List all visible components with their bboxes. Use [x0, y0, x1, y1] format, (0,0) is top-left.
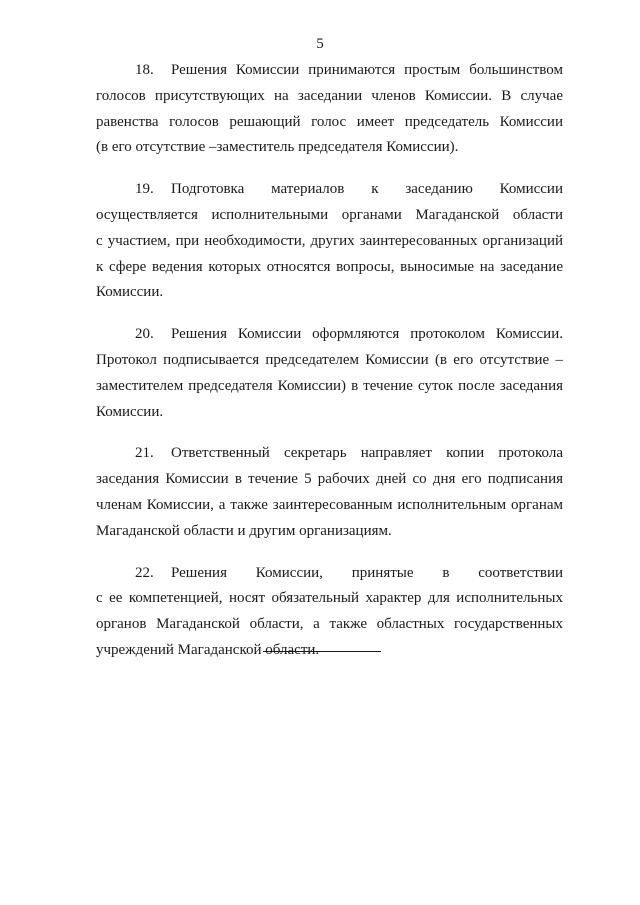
paragraph-number: 21. — [135, 445, 154, 462]
end-separator-line — [263, 651, 381, 652]
paragraph-19 — [96, 177, 563, 306]
paragraph-line: с участием, при необходимости, других заинтересованных организаций — [96, 232, 563, 249]
paragraph-line: органов Магаданской области, а также областных государственных — [96, 616, 563, 633]
paragraph-number: 22. — [135, 564, 154, 581]
paragraph-line: заседания Комиссии в течение 5 рабочих дней со дня его подписания — [96, 471, 563, 488]
paragraph-text: Решения Комиссии принимаются простым большинством — [171, 62, 563, 78]
paragraph-line: осуществляется исполнительными органами Магаданской области — [96, 206, 563, 223]
paragraph-line — [96, 561, 563, 587]
paragraph-line: равенства голосов решающий голос имеет председатель Комиссии — [96, 113, 563, 130]
paragraph-line — [96, 322, 563, 348]
paragraph-line — [96, 177, 563, 203]
paragraph-text: Решения Комиссии, принятые в соответствии — [171, 564, 563, 581]
document-body — [96, 58, 563, 680]
paragraph-line: учреждений Магаданской области. — [96, 641, 320, 658]
paragraph-line: заместителем председателя Комиссии) в течение суток после заседания — [96, 377, 563, 394]
paragraph-text: Ответственный секретарь направляет копии протокола — [171, 445, 563, 462]
paragraph-number: 19. — [135, 181, 154, 198]
paragraph-text: Решения Комиссии оформляются протоколом Комиссии. — [171, 326, 563, 343]
paragraph-number: 18. — [135, 62, 154, 78]
paragraph-20 — [96, 322, 563, 425]
paragraph-line: Комиссии. — [96, 284, 164, 301]
paragraph-line: (в его отсутствие –заместитель председателя Комиссии). — [96, 139, 459, 156]
page-number: 5 — [316, 36, 324, 52]
paragraph-22 — [96, 561, 563, 664]
paragraph-line: к сфере ведения которых относятся вопросы, выносимые на заседание — [96, 258, 563, 275]
paragraph-number: 20. — [135, 326, 154, 343]
paragraph-line — [96, 441, 563, 467]
paragraph-line: с ее компетенцией, носят обязательный характер для исполнительных — [96, 590, 563, 607]
paragraph-line: членам Комиссии, а также заинтересованным исполнительным органам — [96, 496, 563, 513]
paragraph-line — [96, 58, 563, 84]
paragraph-line: Комиссии. — [96, 403, 164, 420]
paragraph-text: Подготовка материалов к заседанию Комиссии — [171, 181, 563, 198]
paragraph-18 — [96, 58, 563, 161]
paragraph-line: Протокол подписывается председателем Комиссии (в его отсутствие – — [96, 351, 563, 368]
paragraph-21 — [96, 441, 563, 544]
paragraph-line: голосов присутствующих на заседании членов Комиссии. В случае — [96, 87, 563, 104]
paragraph-line: Магаданской области и другим организациям. — [96, 522, 392, 539]
